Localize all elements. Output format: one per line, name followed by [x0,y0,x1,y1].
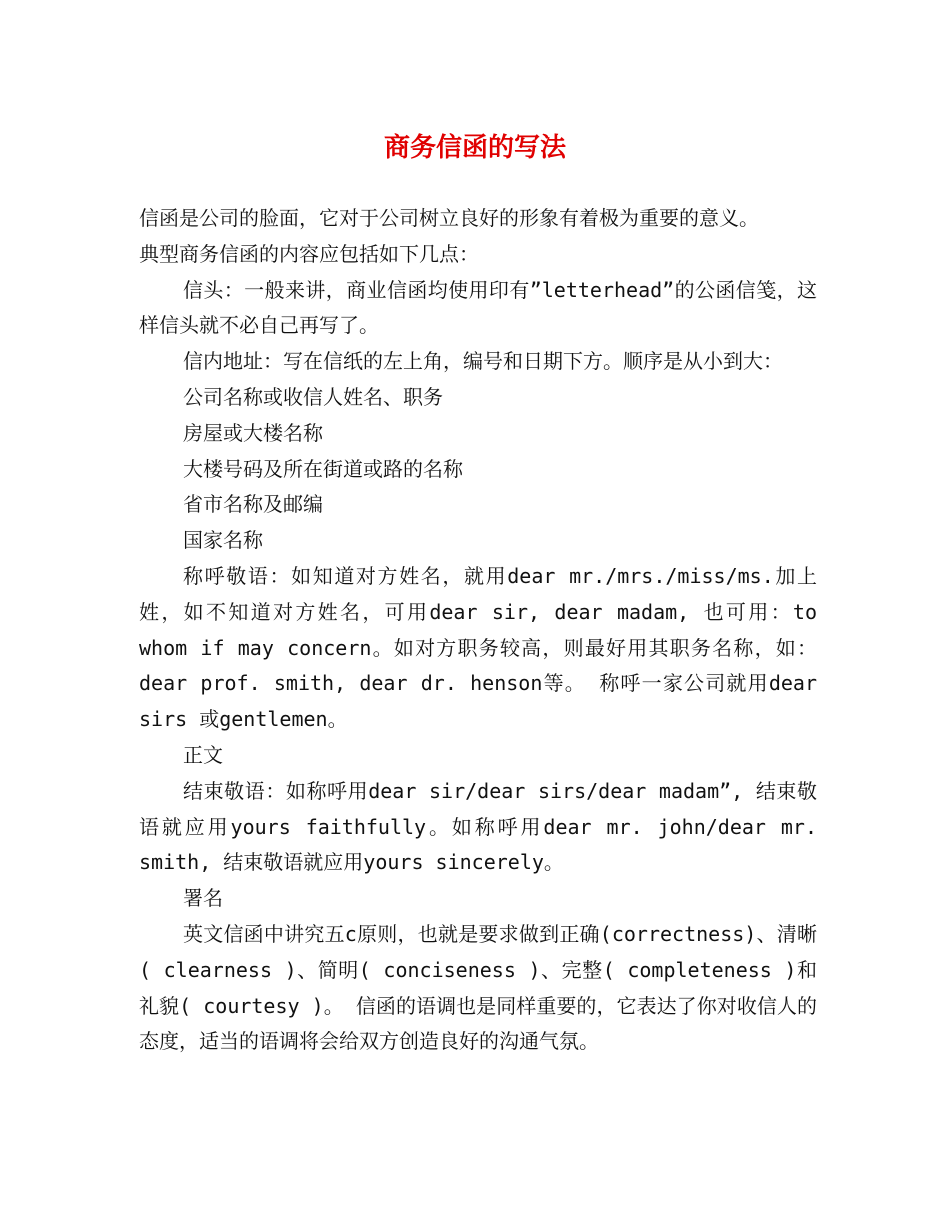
paragraph-five-c: 英文信函中讲究五c原则，也就是要求做到正确(correctness)、清晰( clearness )、简明( conciseness )、完整( completeness )和礼貌( courtesy )。 信函的语调也是同样重要的，它表达了你对收信人的态度，适当的语调将会给双方创造良好的沟通气氛。 [139,921,817,1054]
paragraph-contents-lead: 典型商务信函的内容应包括如下几点： [139,241,479,266]
paragraph-closing: 结束敬语：如称呼用dear sir/dear sirs/dear madam”, 结束敬语就应用yours faithfully。如称呼用dear mr. john/dear mr. smith, 结束敬语就应用yours sincerely。 [139,778,817,875]
paragraph-letterhead: 信头：一般来讲，商业信函均使用印有”letterhead”的公函信笺，这样信头就不必自己再写了。 [139,277,817,338]
paragraph-salutation: 称呼敬语：如知道对方姓名，就用dear mr./mrs./miss/ms.加上姓，如不知道对方姓名，可用dear sir, dear madam, 也可用：to whom if may concern。如对方职务较高，则最好用其职务名称，如：dear prof. smith, dear dr. henson等。 称呼一家公司就用dear sirs 或gentlemen。 [139,563,817,732]
address-line-company: 公司名称或收信人姓名、职务 [183,384,443,409]
paragraph-body-label: 正文 [183,742,223,767]
paragraph-intro: 信函是公司的脸面，它对于公司树立良好的形象有着极为重要的意义。 [139,206,759,230]
document-title: 商务信函的写法 [383,133,566,163]
address-line-city: 省市名称及邮编 [183,492,323,517]
paragraph-inside-address: 信内地址：写在信纸的左上角，编号和日期下方。顺序是从小到大： [183,349,783,374]
address-line-street: 大楼号码及所在街道或路的名称 [183,456,463,481]
address-line-country: 国家名称 [183,528,263,553]
paragraph-signature-label: 署名 [183,886,223,911]
address-line-building: 房屋或大楼名称 [183,420,323,445]
document-body [139,201,817,1060]
